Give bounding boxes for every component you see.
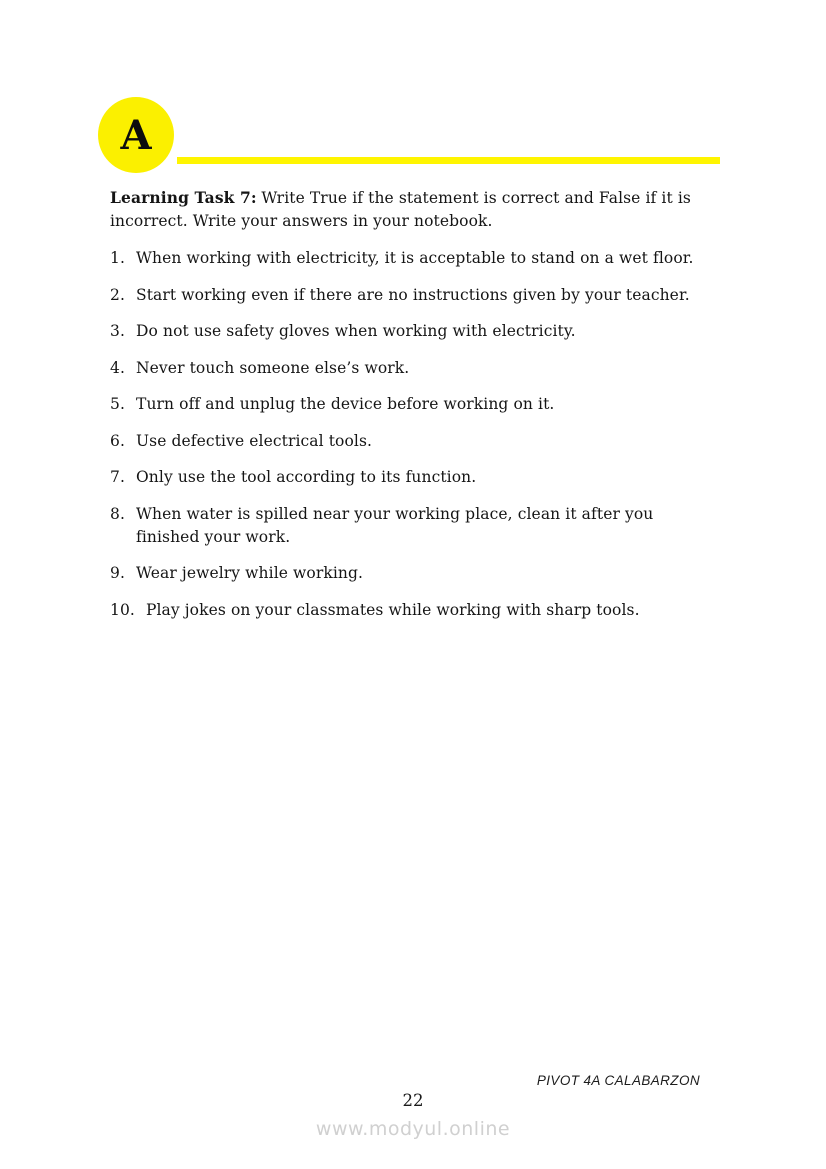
- item-text: When water is spilled near your working place, clean it after you finished your work.: [136, 504, 654, 546]
- list-item: [110, 430, 711, 453]
- item-text: Use defective electrical tools.: [136, 431, 373, 450]
- task-content: [110, 186, 711, 635]
- item-text: Turn off and unplug the device before working on it.: [136, 395, 555, 413]
- item-number: 8.: [110, 504, 125, 523]
- watermark-text: www.modyul.online: [315, 1118, 511, 1140]
- item-number: 6.: [110, 431, 125, 450]
- item-text: When working with electricity, it is acceptable to stand on a wet floor.: [136, 249, 694, 267]
- item-number: 10.: [110, 600, 135, 619]
- task-instructions: Write True if the statement is correct and False if it is incorrect. Write your answers in your notebook.: [110, 189, 691, 230]
- yellow-divider-rule: [177, 157, 720, 164]
- item-number: 1.: [110, 249, 125, 267]
- list-item: [110, 320, 711, 343]
- list-item: [110, 284, 711, 307]
- item-text: Only use the tool according to its function.: [136, 468, 477, 486]
- item-number: 5.: [110, 395, 125, 413]
- item-text: Play jokes on your classmates while working with sharp tools.: [145, 600, 640, 619]
- item-number: 2.: [110, 285, 125, 304]
- list-item: [110, 503, 711, 549]
- item-text: Wear jewelry while working.: [136, 564, 364, 582]
- task-intro: [110, 186, 711, 233]
- edition-label: PIVOT 4A CALABARZON: [536, 1073, 700, 1088]
- section-letter: A: [120, 112, 152, 159]
- item-text: Do not use safety gloves when working with electricity.: [136, 322, 576, 340]
- section-a-badge: [98, 97, 174, 173]
- list-item: [110, 599, 711, 622]
- page-number: 22: [402, 1091, 424, 1110]
- statements-list: [110, 247, 711, 622]
- item-number: 7.: [110, 468, 125, 486]
- item-number: 4.: [110, 358, 125, 377]
- item-text: Start working even if there are no instructions given by your teacher.: [136, 285, 690, 304]
- item-number: 9.: [110, 564, 125, 582]
- task-title: Learning Task 7:: [110, 188, 257, 207]
- item-number: 3.: [110, 322, 125, 340]
- list-item: [110, 357, 711, 380]
- list-item: [110, 393, 711, 416]
- list-item: [110, 247, 711, 270]
- item-text: Never touch someone else’s work.: [136, 358, 410, 377]
- list-item: [110, 562, 711, 585]
- list-item: [110, 466, 711, 489]
